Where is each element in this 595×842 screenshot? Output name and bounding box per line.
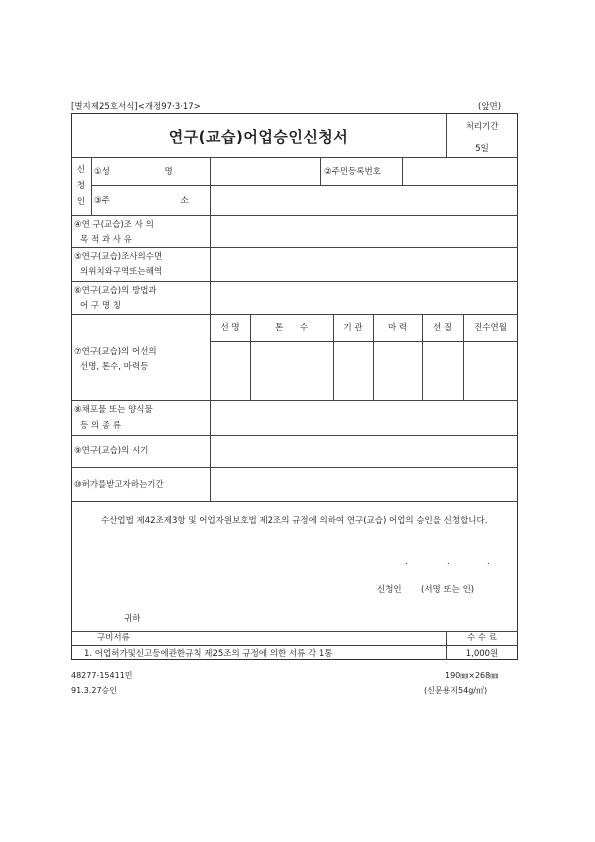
row-line: [210, 341, 518, 342]
purpose-label-2: 목 적 과 사 유: [80, 235, 132, 245]
vessel-col-material: 선 질: [432, 323, 453, 333]
catch-field[interactable]: [211, 401, 517, 434]
address-field[interactable]: [211, 186, 517, 214]
address-label: ③주 소: [94, 196, 189, 206]
vessel-col-tonnage: 톤 수: [274, 323, 309, 333]
location-field[interactable]: [211, 248, 517, 280]
catch-label-1: ⑧채포물 또는 양식물: [74, 405, 153, 415]
page-side-label: (앞면): [478, 102, 502, 112]
permit-period-label: ⑩허가를받고자하는기간: [74, 480, 164, 490]
processing-label: 처리기간: [465, 122, 499, 132]
date-dot-day: .: [487, 557, 490, 567]
row-line: [71, 631, 518, 632]
vessel-col-name: 선 명: [220, 323, 240, 333]
col-line: [91, 157, 92, 215]
id-number-field[interactable]: [403, 158, 517, 184]
col-line: [320, 157, 321, 185]
vessel-label-2: 선명, 톤수, 마력등: [80, 362, 149, 372]
row-line: [71, 645, 518, 646]
date-dot-month: .: [447, 557, 450, 567]
applicant-signature-label: 신청인: [377, 585, 402, 595]
vessel-col-launch-date: 진수연월: [474, 323, 507, 333]
permit-period-field[interactable]: [211, 468, 517, 500]
processing-value: 5일: [475, 144, 489, 154]
vessel-col-horsepower: 마 력: [387, 323, 408, 333]
vessel-col-engine: 기 관: [343, 323, 363, 333]
catch-label-2: 등 의 종 류: [80, 421, 121, 431]
id-number-label: ②주민등록번호: [324, 167, 381, 177]
name-label: ①성 명: [94, 167, 173, 177]
location-label-2: 의위치와구역또는해역: [80, 267, 163, 277]
footer-paper: (신문용지54g/㎡): [424, 686, 488, 695]
method-label-1: ⑥연구(교습)의 방법과: [74, 286, 157, 296]
purpose-label-1: ④연 구(교습)조 사 의: [74, 220, 154, 230]
footer-size: 190㎜×268㎜: [445, 671, 499, 680]
applicant-label-2: 청: [76, 181, 86, 191]
documents-item: 1. 어업허가및신고등에관한규칙 제25조의 규정에 의한 서류 각 1통: [84, 649, 333, 659]
recipient-label: 귀하: [124, 614, 141, 624]
form-title: 연구(교습)어업승인신청서: [168, 128, 349, 146]
period-label: ⑨연구(교습)의 시기: [74, 446, 149, 456]
row-line: [71, 314, 518, 315]
method-field[interactable]: [211, 282, 517, 313]
period-field[interactable]: [211, 436, 517, 466]
documents-label: 구비서류: [97, 633, 130, 643]
date-dot-year: .: [405, 557, 408, 567]
purpose-field[interactable]: [211, 216, 517, 246]
footer-approved: 91.3.27승인: [71, 686, 117, 695]
application-statement: 수산업법 제42조제3항 및 어업자원보호법 제2조의 규정에 의하여 연구(교습) 어업의 승인을 신청합니다.: [101, 516, 488, 526]
name-field[interactable]: [211, 158, 319, 184]
location-label-1: ⑤연구(교습)조사의수면: [74, 252, 163, 262]
vessel-label-1: ⑦연구(교습)의 어선의: [74, 347, 157, 357]
fee-label: 수 수 료: [466, 633, 498, 643]
form-number: [별지제25호서식]<개정97·3·17>: [71, 102, 201, 112]
fee-value: 1,000원: [465, 649, 499, 659]
signature-note: (서명 또는 인): [421, 585, 475, 595]
footer-code: 48277-15411민: [71, 671, 133, 680]
applicant-label-1: 신: [76, 165, 86, 175]
applicant-label-3: 인: [76, 197, 86, 207]
method-label-2: 어 구 명 칭: [80, 301, 121, 311]
row-line: [71, 501, 518, 502]
